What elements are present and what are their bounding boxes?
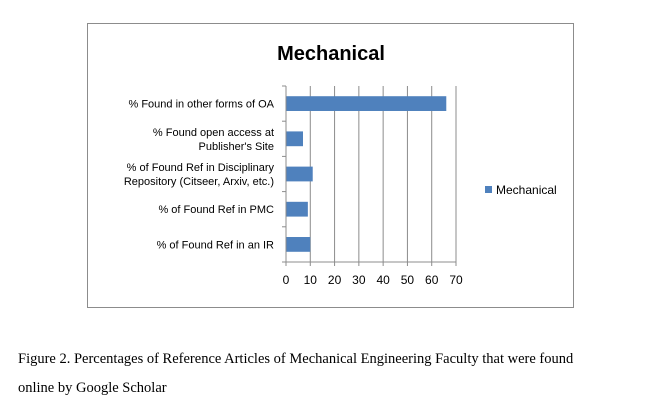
x-tick-label: 70 [449, 273, 463, 287]
figure-caption [18, 345, 648, 403]
x-tick-label: 50 [400, 273, 415, 287]
bar [286, 202, 308, 217]
chart-title: Mechanical [277, 43, 385, 65]
gridlines [310, 86, 456, 262]
chart-frame [87, 23, 574, 308]
bar [286, 96, 446, 111]
bar [286, 131, 303, 146]
x-tick-label: 20 [327, 273, 342, 287]
caption-line-1: Figure 2. Percentages of Reference Articles of Mechanical Engineering Faculty that were found [18, 351, 574, 367]
category-label: % of Found Ref in an IR [156, 239, 274, 252]
category-labels [124, 99, 275, 252]
caption-line-2: online by Google Scholar [18, 380, 167, 396]
legend [485, 183, 557, 197]
x-tick-label: 10 [303, 273, 317, 287]
bar [286, 237, 310, 252]
legend-swatch [485, 186, 492, 193]
x-tick-label: 30 [352, 273, 366, 287]
category-label: % of Found Ref in PMC [158, 204, 274, 217]
bar-chart [88, 24, 573, 307]
x-tick-labels [283, 273, 463, 287]
x-tick-label: 0 [282, 273, 290, 287]
category-label: % Found in other forms of OA [128, 98, 274, 111]
x-tick-label: 60 [425, 273, 439, 287]
x-tick-label: 40 [376, 273, 390, 287]
category-label: % Found open access at Publisher's Site [152, 126, 274, 153]
legend-label: Mechanical [496, 183, 557, 197]
category-label: % of Found Ref in Disciplinary Repository (Citseer, Arxiv, etc.) [123, 162, 274, 188]
bar [286, 167, 313, 182]
